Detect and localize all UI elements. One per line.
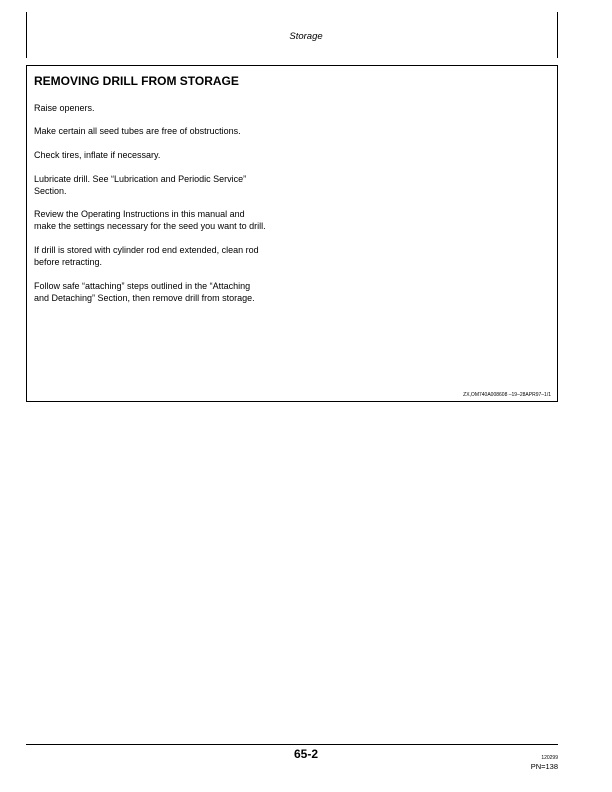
instruction-paragraph (34, 209, 324, 232)
paragraph-line: Lubricate drill. See “Lubrication and Periodic Service” (34, 174, 247, 184)
instruction-paragraph (34, 103, 324, 115)
paragraph-line: Review the Operating Instructions in this manual and (34, 209, 245, 219)
paragraph-line: make the settings necessary for the seed you want to drill. (34, 220, 266, 231)
instruction-paragraph (34, 174, 324, 197)
paragraph-line: and Detaching” Section, then remove drill from storage. (34, 292, 255, 303)
instruction-paragraph (34, 281, 324, 304)
document-id: ZX,OM740A008608 –19–28APR97–1/1 (463, 392, 551, 398)
instruction-paragraph (34, 150, 324, 162)
content-heading: REMOVING DRILL FROM STORAGE (34, 74, 239, 88)
print-code: 120299 (541, 755, 558, 761)
paragraph-line: Section. (34, 185, 67, 196)
paragraph-line: before retracting. (34, 256, 103, 267)
paragraph-line: Raise openers. (34, 103, 95, 113)
footer-rule (26, 744, 558, 745)
paragraph-line: Check tires, inflate if necessary. (34, 150, 161, 160)
section-title: Storage (289, 31, 323, 42)
page-number: 65-2 (293, 747, 319, 761)
content-box (26, 65, 558, 402)
instruction-paragraph (34, 245, 324, 268)
instruction-paragraph (34, 126, 324, 138)
paragraph-line: If drill is stored with cylinder rod end extended, clean rod (34, 245, 259, 255)
paragraph-line: Make certain all seed tubes are free of obstructions. (34, 126, 241, 136)
pn-label: PN=138 (530, 762, 558, 771)
paragraph-line: Follow safe “attaching” steps outlined in the “Attaching (34, 281, 251, 291)
